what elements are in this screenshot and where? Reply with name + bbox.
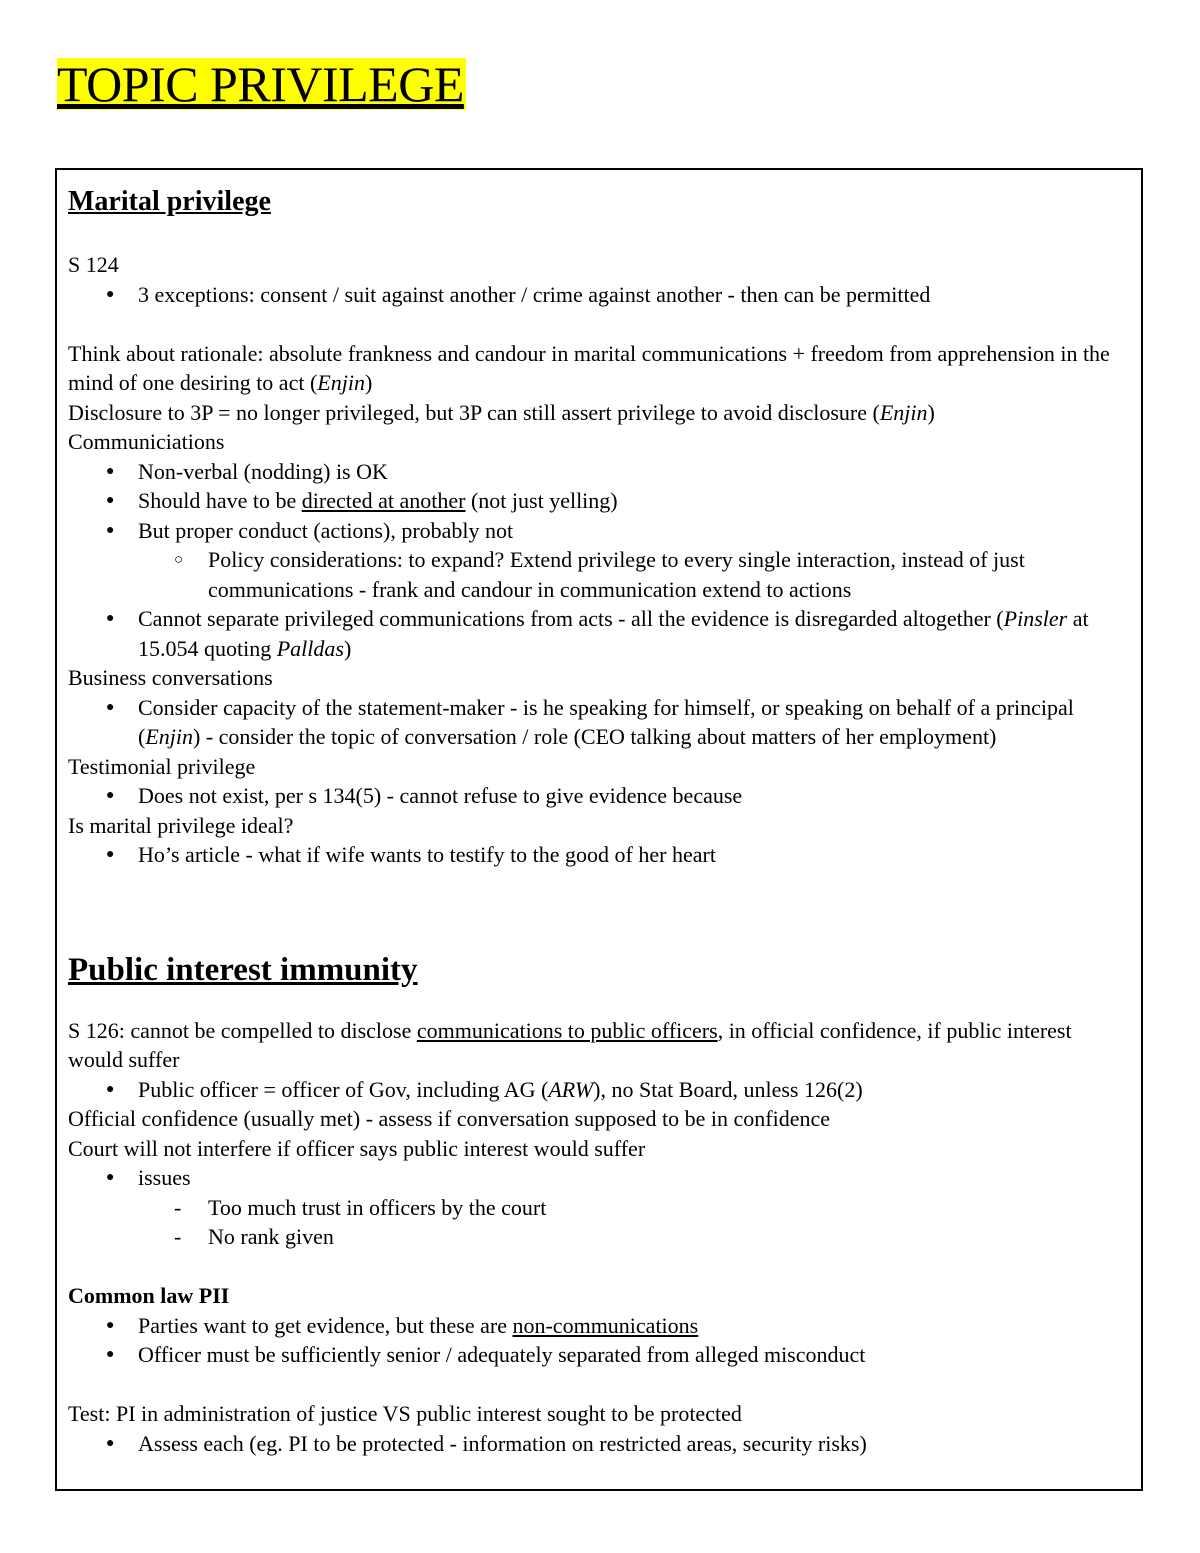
exceptions-bullet: ● 3 exceptions: consent / suit against another / crime against another - then can be permitted	[68, 280, 1131, 310]
section-124: S 124	[68, 252, 119, 277]
rank-subitem: - No rank given	[68, 1222, 1131, 1252]
court-line: Court will not interfere if officer says public interest would suffer	[68, 1135, 646, 1161]
senior-bullet: ● Officer must be sufficiently senior / adequately separated from alleged misconduct	[68, 1340, 1131, 1370]
business-label: Business conversations	[68, 665, 273, 690]
parties-bullet: ● Parties want to get evidence, but these are non-communications	[68, 1311, 1131, 1341]
section-126: S 126: cannot be compelled to disclose communications to public officers, in official confidence, if public interest would suffer	[68, 1017, 1072, 1072]
test-line: Test: PI in administration of justice VS public interest sought to be protected	[68, 1401, 742, 1426]
page-title: TOPIC PRIVILEGE	[57, 56, 464, 112]
conduct-bullet: ● But proper conduct (actions), probably not	[68, 516, 1131, 546]
ho-article-bullet: ● Ho’s article - what if wife wants to testify to the good of her heart	[68, 840, 1131, 870]
notes-box	[55, 168, 1143, 1491]
issues-bullet: ● issues	[68, 1163, 1131, 1193]
rationale-line: Think about rationale: absolute frankness and candour in marital communications + freedom from apprehension in the mind of one desiring to act (Enjin)	[68, 340, 1110, 395]
testimonial-label: Testimonial privilege	[68, 753, 256, 779]
capacity-bullet: ● Consider capacity of the statement-maker - is he speaking for himself, or speaking on behalf of a principal (Enjin) - consider the topic of conversation / role (CEO talking about matters of her employment)	[68, 693, 1131, 752]
policy-subbullet: ○ Policy considerations: to expand? Extend privilege to every single interaction, instead of just communications - frank and candour in communication extend to actions	[68, 545, 1131, 604]
communications-label: Communiciations	[68, 429, 225, 454]
ideal-label: Is marital privilege ideal?	[68, 812, 294, 838]
official-confidence-line: Official confidence (usually met) - assess if conversation supposed to be in confidence	[68, 1106, 831, 1131]
common-law-heading: Common law PII	[68, 1283, 230, 1308]
separate-bullet: ● Cannot separate privileged communications from acts - all the evidence is disregarded altogether (Pinsler at 15.054 quoting Palldas)	[68, 604, 1131, 663]
notes-content	[68, 184, 1131, 1458]
nonverbal-bullet: ● Non-verbal (nodding) is OK	[68, 457, 1131, 487]
disclosure-line: Disclosure to 3P = no longer privileged, but 3P can still assert privilege to avoid disclosure (Enjin)	[68, 399, 935, 425]
public-officer-bullet: ● Public officer = officer of Gov, including AG (ARW), no Stat Board, unless 126(2)	[68, 1075, 1131, 1105]
marital-heading: Marital privilege	[68, 186, 271, 217]
pii-heading: Public interest immunity	[68, 951, 418, 988]
not-exist-bullet: ● Does not exist, per s 134(5) - cannot refuse to give evidence because	[68, 781, 1131, 811]
assess-bullet: ● Assess each (eg. PI to be protected - information on restricted areas, security risks)	[68, 1429, 1131, 1459]
trust-subitem: - Too much trust in officers by the court	[68, 1193, 1131, 1223]
directed-bullet: ● Should have to be directed at another (not just yelling)	[68, 486, 1131, 516]
